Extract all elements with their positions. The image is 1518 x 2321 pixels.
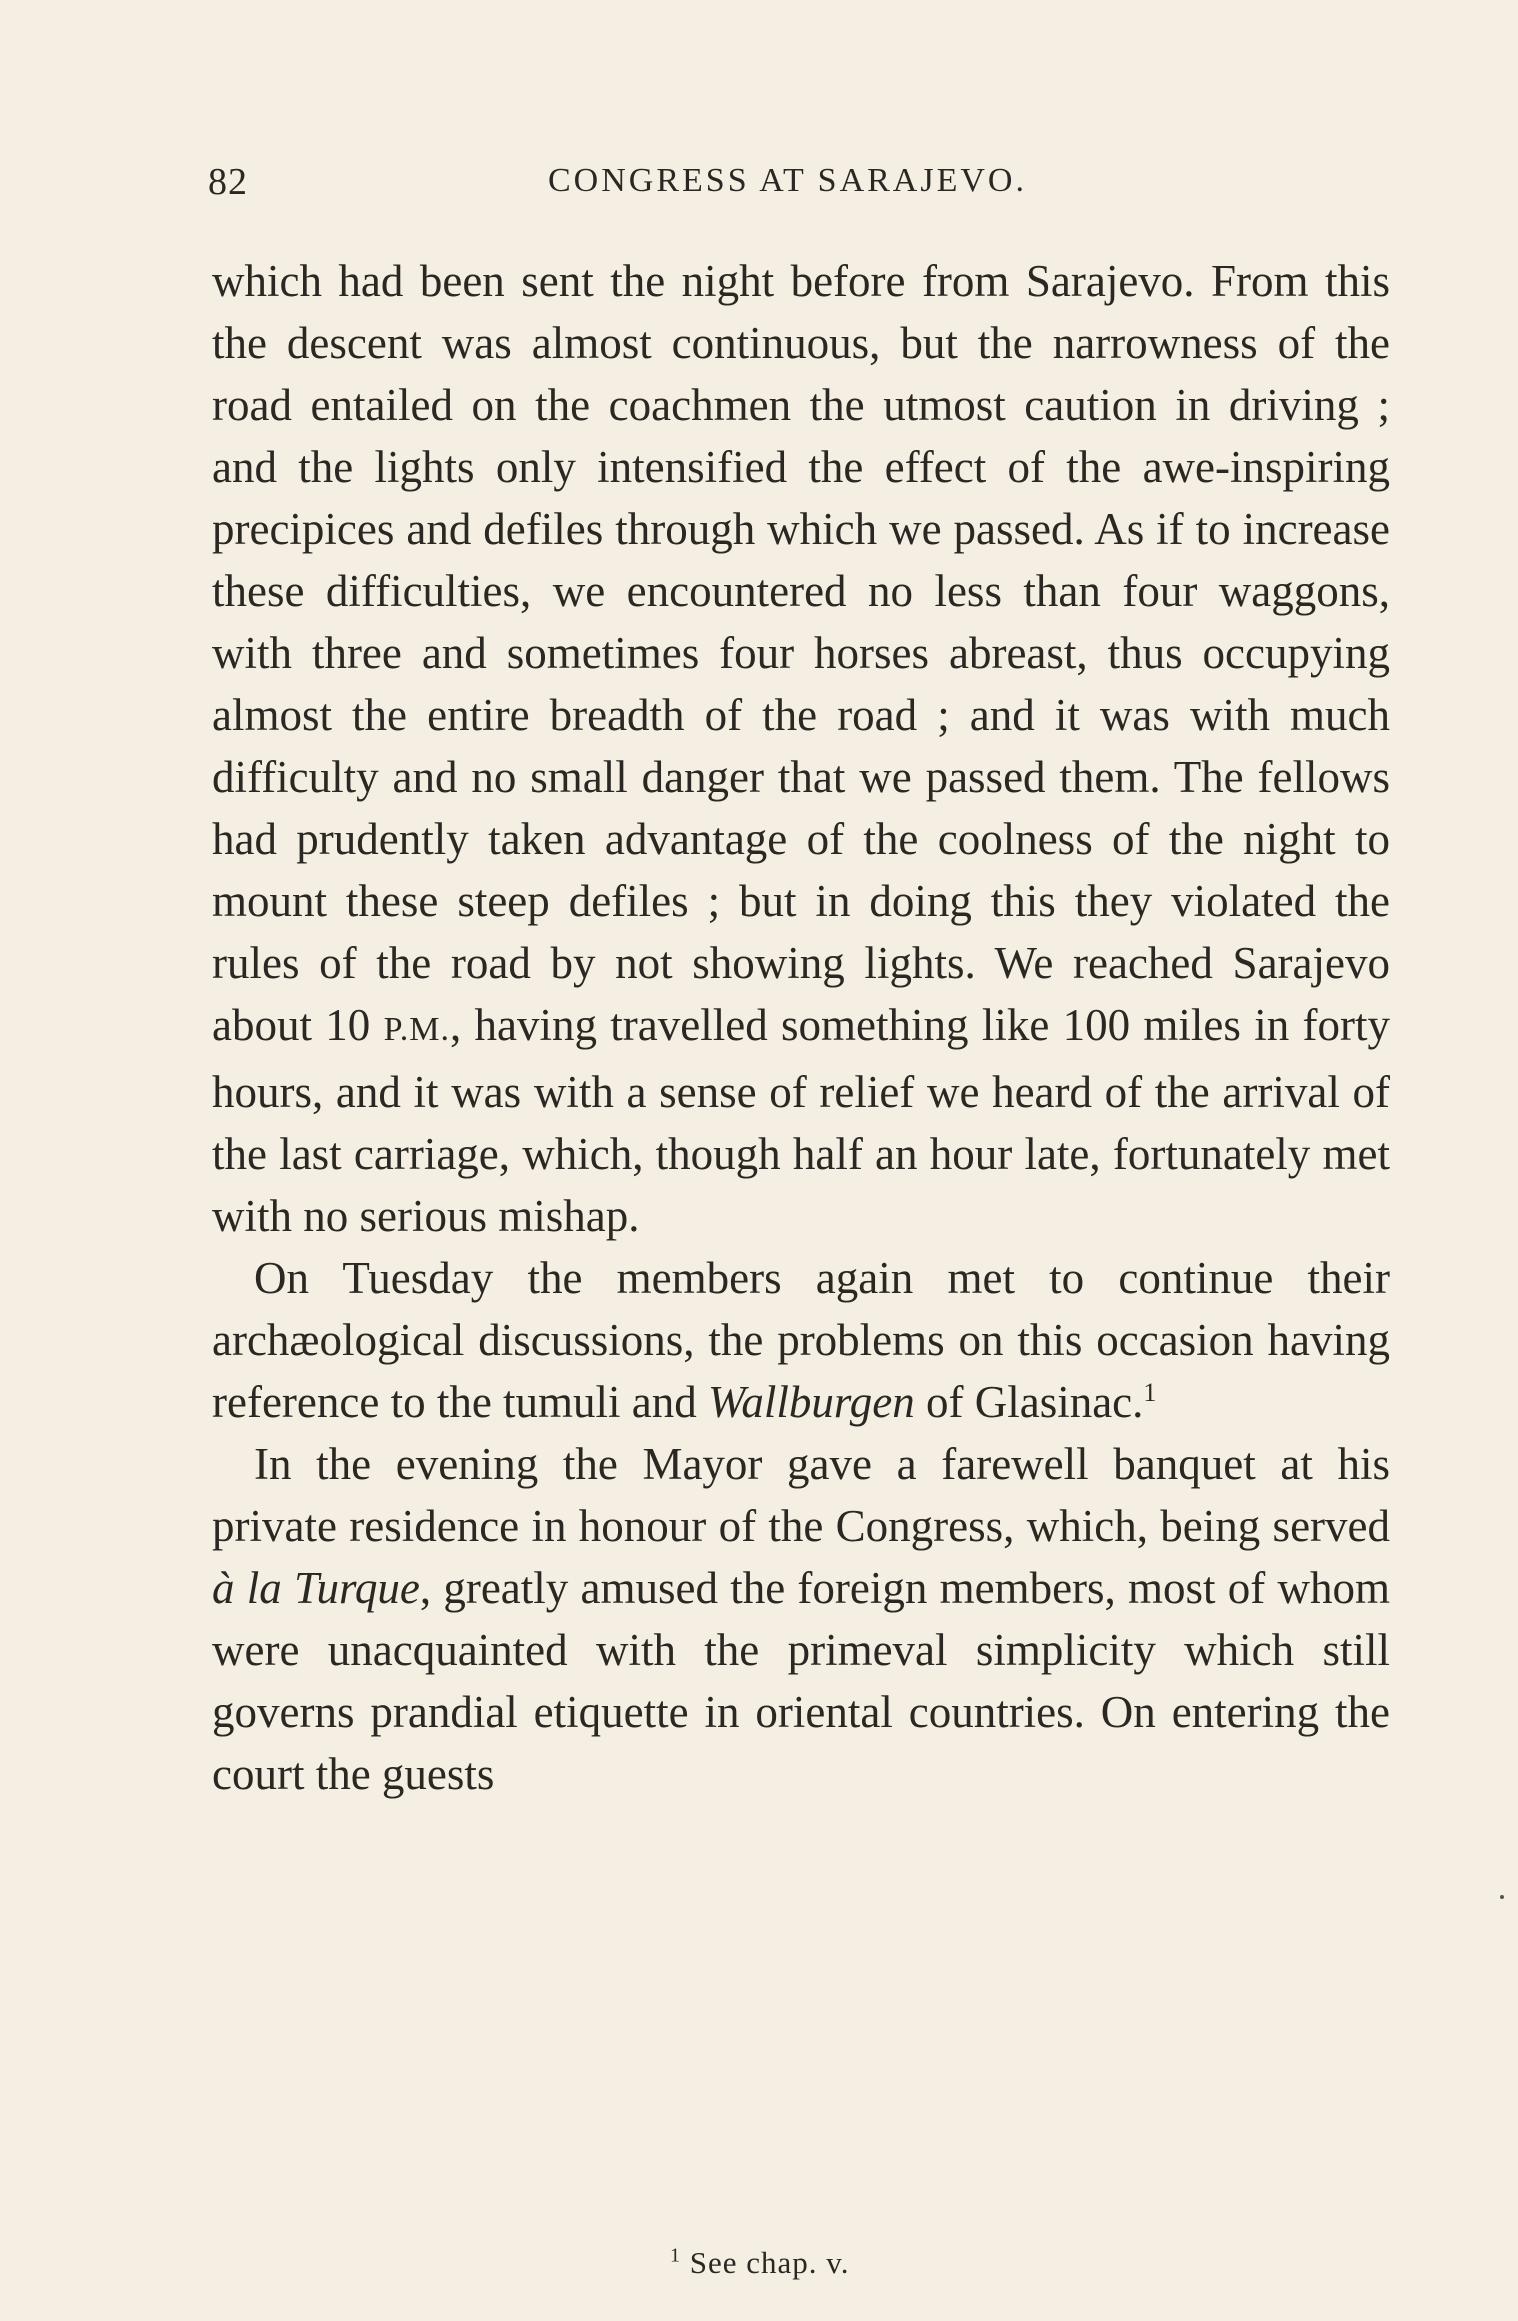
paragraph: [212, 1433, 1390, 1805]
body-text: [212, 250, 1390, 1805]
paragraph-text: of Glasinac.: [914, 1377, 1144, 1427]
paragraph-text: In the evening the Mayor gave a farewell banquet at his private residence in honour of the Congress, which, being served: [212, 1439, 1390, 1551]
footnote: [670, 2245, 850, 2281]
paragraph-text: , having travelled something like 100 miles in forty hours, and it was with a sense of relief we heard of the arrival of the last carriage, which, though half an hour late, fortunately met with no serious mishap.: [212, 1000, 1390, 1241]
page-number: 82: [208, 161, 248, 203]
running-title: CONGRESS AT SARAJEVO.: [548, 162, 1027, 199]
margin-speck: [1500, 1895, 1504, 1899]
footnote-reference: 1: [1143, 1378, 1157, 1407]
paragraph-text: On Tuesday the members again met to continue their archæological discussions, the problems on this occasion having reference to the tumuli and: [212, 1253, 1390, 1427]
footnote-marker: 1: [670, 2244, 681, 2267]
footnote-text: See chap. v.: [689, 2245, 850, 2280]
italic-term: Wallburgen: [708, 1377, 915, 1427]
paragraph-text: which had been sent the night before from Sarajevo. From this the descent was almost continuous, but the narrowness of the road entailed on the coachmen the utmost caution in driving ; and the lights only intensified the effect of the awe-inspiring precipices and defiles through which we passed. As if to increase these difficulties, we encountered no less than four waggons, with three and sometimes four horses abreast, thus occupying almost the entire breadth of the road ; and it was with much difficulty and no small danger that we passed them. The fellows had prudently taken advantage of the coolness of the night to mount these steep defiles ; but in doing this they violated the rules of the road by not showing lights. We reached Sarajevo about 10: [212, 256, 1390, 1050]
page-header: [208, 160, 1388, 210]
paragraph-text: , greatly amused the foreign members, most of whom were unacquainted with the primeval simplicity which still governs prandial etiquette in oriental countries. On entering the court the guests: [212, 1563, 1390, 1799]
paragraph: [212, 250, 1390, 1247]
italic-term: à la Turque: [212, 1563, 420, 1613]
time-abbreviation: P.M.: [383, 1011, 450, 1048]
paragraph: [212, 1247, 1390, 1433]
